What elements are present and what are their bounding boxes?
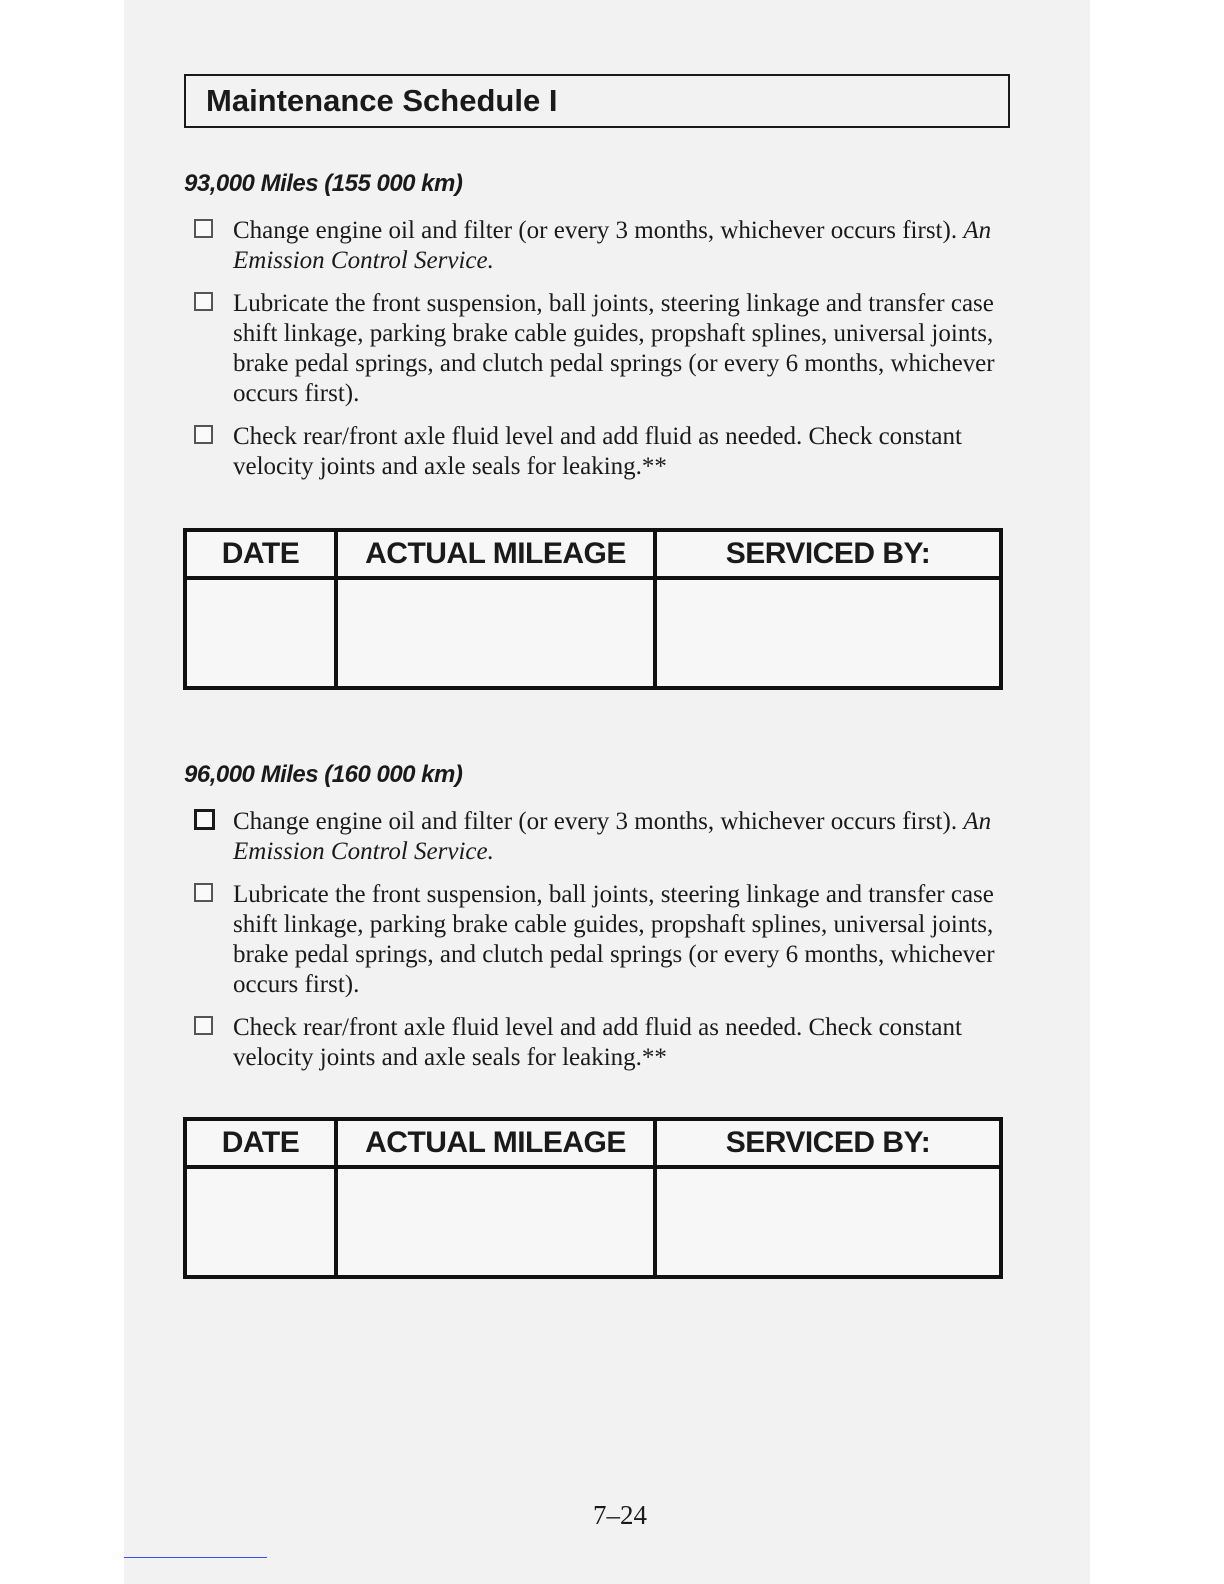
item-text: Change engine oil and filter (or every 3 months, whichever occurs first). <box>233 808 964 835</box>
date-cell[interactable] <box>187 1169 338 1275</box>
actual-mileage-cell[interactable] <box>338 580 657 686</box>
checkbox[interactable] <box>194 883 213 902</box>
service-record-table <box>183 1117 1003 1279</box>
checklist-item <box>184 216 1014 276</box>
footer-link-underline[interactable] <box>124 1557 267 1558</box>
checklist-item <box>184 1013 1014 1073</box>
section-93000 <box>184 170 1014 495</box>
item-text: Check rear/front axle fluid level and add fluid as needed. Check constant velocity joints and axle seals for leaking.** <box>233 423 962 480</box>
section-heading: 93,000 Miles (155 000 km) <box>184 170 463 197</box>
checkbox[interactable] <box>194 425 213 444</box>
section-heading: 96,000 Miles (160 000 km) <box>184 761 463 788</box>
item-text: Check rear/front axle fluid level and add fluid as needed. Check constant velocity joints and axle seals for leaking.** <box>233 1014 962 1071</box>
title-box <box>184 74 1010 128</box>
checklist-item <box>184 422 1014 482</box>
service-record-table <box>183 528 1003 690</box>
date-cell[interactable] <box>187 580 338 686</box>
checkbox[interactable] <box>194 809 215 830</box>
actual-mileage-header: ACTUAL MILEAGE <box>338 532 657 580</box>
checklist-item <box>184 807 1014 867</box>
serviced-by-header: SERVICED BY: <box>657 532 999 580</box>
page-number: 7–24 <box>593 1500 647 1530</box>
serviced-by-cell[interactable] <box>657 580 999 686</box>
date-header: DATE <box>187 532 338 580</box>
item-note: An Emission Control Service. <box>233 808 992 865</box>
section-96000 <box>184 761 1014 1086</box>
checklist-item <box>184 289 1014 409</box>
item-text: Lubricate the front suspension, ball joints, steering linkage and transfer case shift linkage, parking brake cable guides, propshaft splines, universal joints, brake pedal springs, and clutch pedal springs (or every 6 months, whichever occurs first). <box>233 881 995 998</box>
item-text: Lubricate the front suspension, ball joints, steering linkage and transfer case shift linkage, parking brake cable guides, propshaft splines, universal joints, brake pedal springs, and clutch pedal springs (or every 6 months, whichever occurs first). <box>233 290 995 407</box>
serviced-by-cell[interactable] <box>657 1169 999 1275</box>
checklist-item <box>184 880 1014 1000</box>
page-title: Maintenance Schedule I <box>206 83 558 118</box>
actual-mileage-cell[interactable] <box>338 1169 657 1275</box>
checkbox[interactable] <box>194 1016 213 1035</box>
checkbox[interactable] <box>194 292 213 311</box>
actual-mileage-header: ACTUAL MILEAGE <box>338 1121 657 1169</box>
item-text: Change engine oil and filter (or every 3 months, whichever occurs first). <box>233 217 964 244</box>
item-note: An Emission Control Service. <box>233 217 992 274</box>
serviced-by-header: SERVICED BY: <box>657 1121 999 1169</box>
checkbox[interactable] <box>194 219 213 238</box>
date-header: DATE <box>187 1121 338 1169</box>
